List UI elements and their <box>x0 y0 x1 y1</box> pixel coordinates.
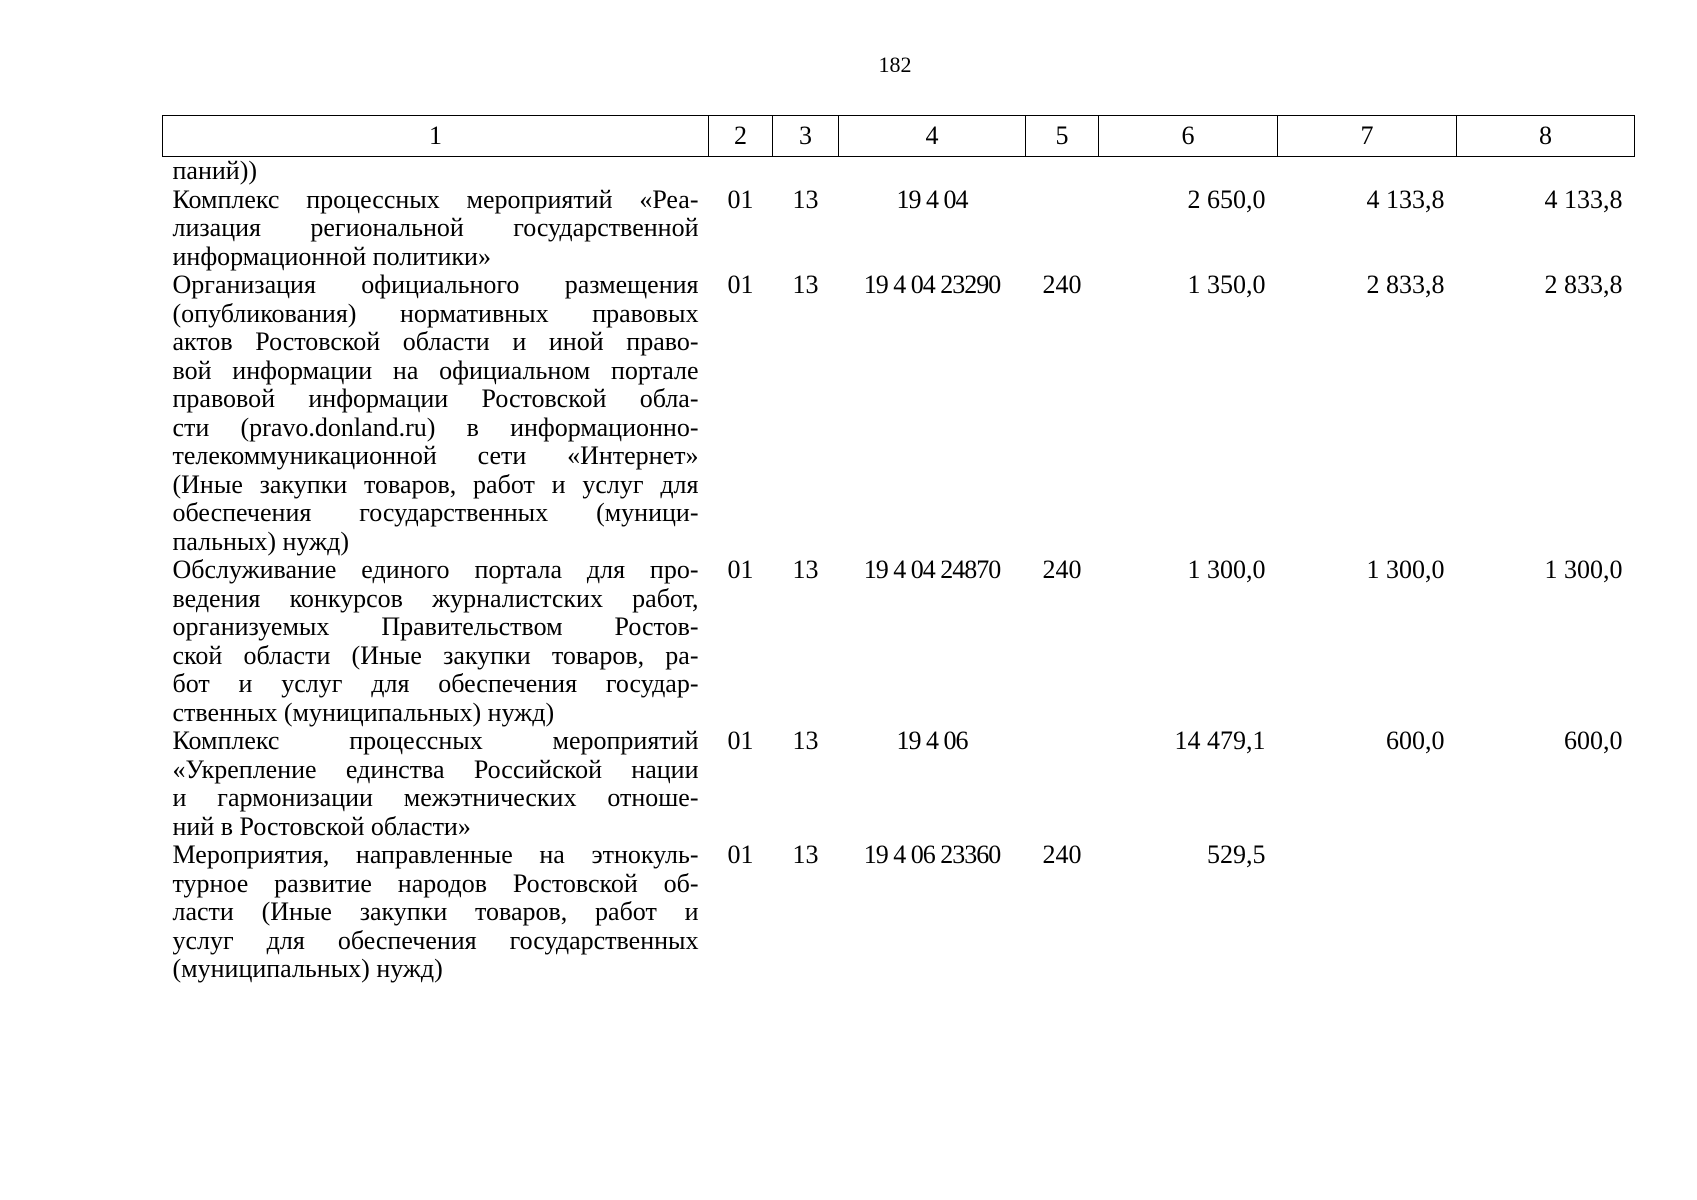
header-col-3: 3 <box>773 116 839 157</box>
row-vr <box>1026 186 1099 272</box>
table-row <box>163 186 1635 272</box>
row-name-line: услуг для обеспечения государственных <box>172 925 699 955</box>
row-name-line: бот и услуг для обеспечения государ- <box>172 669 699 698</box>
row-name-line: Комплекс процессных мероприятий <box>172 726 699 755</box>
row-name <box>163 157 709 186</box>
row-year-3 <box>1457 841 1635 984</box>
row-name <box>163 727 709 841</box>
row-year-1: 2 650,0 <box>1187 184 1266 214</box>
row-name-line: (Иные закупки товаров, работ и услуг для <box>172 469 699 499</box>
row-name <box>163 186 709 272</box>
row-name-line: турное развитие народов Ростовской об- <box>172 868 699 898</box>
row-name-line: пальных) нужд) <box>172 526 349 556</box>
row-year-1: 14 479,1 <box>1174 726 1266 755</box>
row-year-1: 529,5 <box>1207 840 1266 869</box>
row-year-2: 2 833,8 <box>1366 270 1445 299</box>
table-row <box>163 841 1635 984</box>
row-name-line: паний)) <box>172 156 258 185</box>
row-year-3: 4 133,8 <box>1544 184 1623 214</box>
row-year-3 <box>1457 157 1635 186</box>
row-name-line: вой информации на официальном портале <box>172 355 699 385</box>
row-year-2: 600,0 <box>1386 726 1445 755</box>
page-number: 182 <box>878 52 912 77</box>
row-csr: 19 4 06 23360 <box>863 840 1001 869</box>
row-pr: 13 <box>792 270 819 299</box>
header-col-8: 8 <box>1457 116 1635 157</box>
row-year-2 <box>1278 841 1457 984</box>
header-col-2: 2 <box>709 116 773 157</box>
header-col-6: 6 <box>1099 116 1278 157</box>
row-csr: 19 4 04 24870 <box>863 555 1001 584</box>
row-name <box>163 271 709 556</box>
row-rz: 01 <box>727 555 754 584</box>
row-year-2: 4 133,8 <box>1366 184 1445 214</box>
header-row <box>163 116 1635 157</box>
row-year-1: 1 300,0 <box>1187 555 1266 584</box>
row-name-line: сти (pravo.donland.ru) в информационно- <box>172 412 699 442</box>
table-header <box>163 116 1635 157</box>
row-vr <box>1026 727 1099 841</box>
table-row <box>163 157 1635 186</box>
row-name-line: правовой информации Ростовской обла- <box>172 384 699 413</box>
row-rz: 01 <box>727 184 754 214</box>
row-name <box>163 841 709 984</box>
row-name-line: Мероприятия, направленные на этнокуль- <box>172 840 699 869</box>
row-name-line: (опубликования) нормативных правовых <box>172 298 699 328</box>
row-vr: 240 <box>1042 840 1082 869</box>
row-name-line: ственных (муниципальных) нужд) <box>172 697 555 727</box>
row-name-line: ласти (Иные закупки товаров, работ и <box>172 897 699 926</box>
row-name-line: ний в Ростовской области» <box>172 811 471 841</box>
row-csr <box>839 157 1026 186</box>
budget-table <box>162 115 1635 984</box>
row-pr: 13 <box>792 726 819 755</box>
row-name-line: ской области (Иные закупки товаров, ра- <box>172 640 699 670</box>
row-name-line: обеспечения государственных (муници- <box>172 498 699 527</box>
row-name-line: «Укрепление единства Российской нации <box>172 754 699 784</box>
row-rz <box>709 157 773 186</box>
row-csr: 19 4 06 <box>896 726 968 755</box>
header-col-1: 1 <box>163 116 709 157</box>
row-name-line: Комплекс процессных мероприятий «Реа- <box>172 184 699 214</box>
row-vr: 240 <box>1042 555 1082 584</box>
row-name-line: организуемых Правительством Ростов- <box>172 612 699 641</box>
row-name-line: и гармонизации межэтнических отноше- <box>172 783 699 812</box>
row-name-line: Организация официального размещения <box>172 270 699 299</box>
table-row <box>163 271 1635 556</box>
row-year-1 <box>1099 157 1278 186</box>
header-col-7: 7 <box>1278 116 1457 157</box>
row-name-line: информационной политики» <box>172 241 491 271</box>
row-name <box>163 556 709 727</box>
row-pr <box>773 157 839 186</box>
table-row <box>163 727 1635 841</box>
row-name-line: (муниципальных) нужд) <box>172 954 443 983</box>
row-rz: 01 <box>727 726 754 755</box>
header-col-5: 5 <box>1026 116 1099 157</box>
row-csr: 19 4 04 23290 <box>863 270 1001 299</box>
row-year-3: 2 833,8 <box>1544 270 1623 299</box>
row-name-line: актов Ростовской области и иной право- <box>172 327 699 356</box>
row-pr: 13 <box>792 555 819 584</box>
row-name-line: ведения конкурсов журналистских работ, <box>172 583 699 613</box>
row-name-line: телекоммуникационной сети «Интернет» <box>172 441 699 470</box>
row-year-2 <box>1278 157 1457 186</box>
row-rz: 01 <box>727 270 754 299</box>
row-year-2: 1 300,0 <box>1366 555 1445 584</box>
row-vr <box>1026 157 1099 186</box>
row-pr: 13 <box>792 184 819 214</box>
row-rz: 01 <box>727 840 754 869</box>
row-year-3: 1 300,0 <box>1544 555 1623 584</box>
header-col-4: 4 <box>839 116 1026 157</box>
table-row <box>163 556 1635 727</box>
row-name-line: лизация региональной государственной <box>172 213 699 242</box>
row-pr: 13 <box>792 840 819 869</box>
row-year-1: 1 350,0 <box>1187 270 1266 299</box>
row-csr: 19 4 04 <box>896 184 968 214</box>
row-vr: 240 <box>1042 270 1082 299</box>
row-year-3: 600,0 <box>1564 726 1623 755</box>
row-name-line: Обслуживание единого портала для про- <box>172 555 699 584</box>
